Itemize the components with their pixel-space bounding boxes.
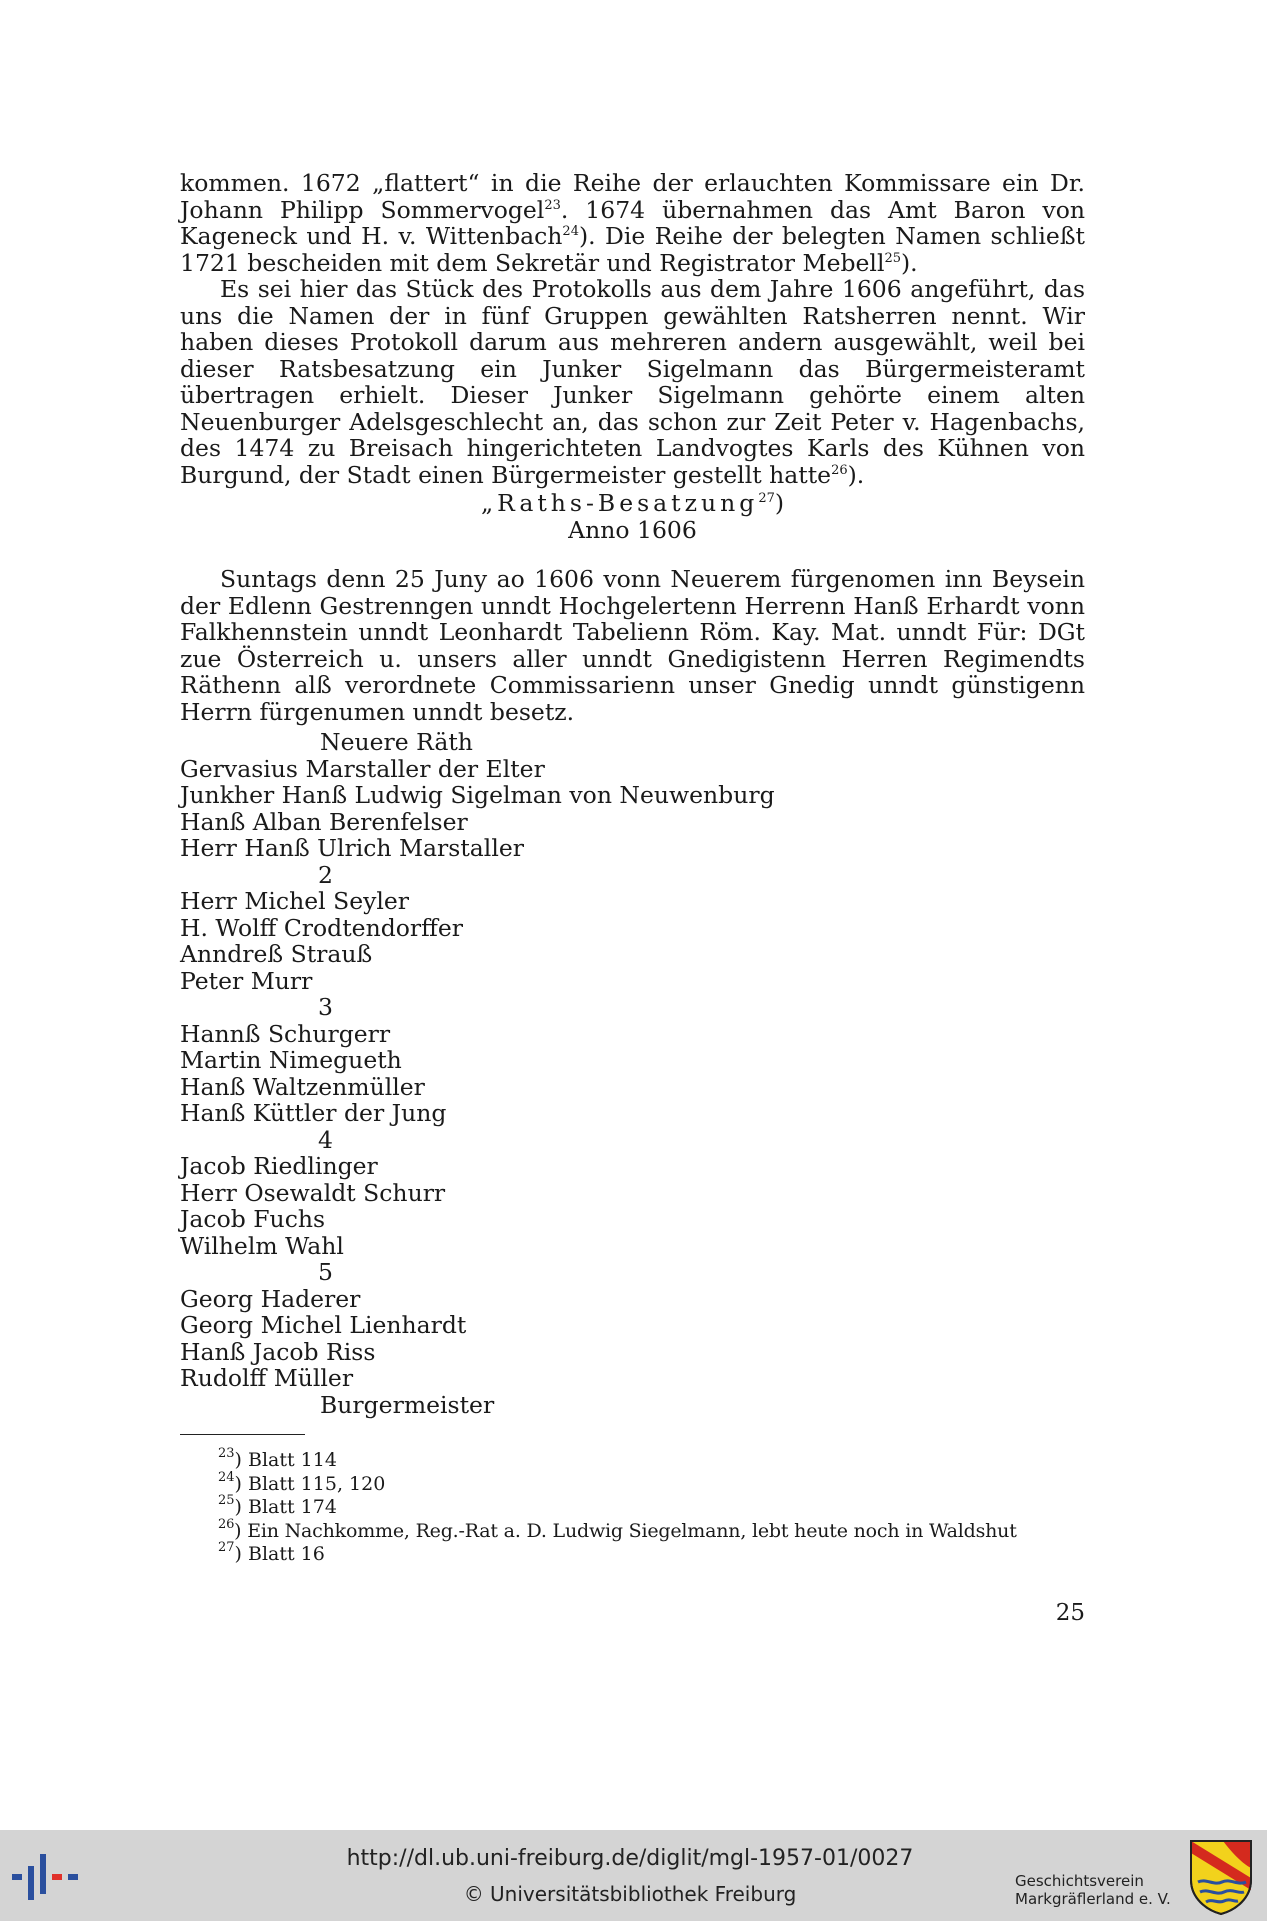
markgraeflerland-crest-icon[interactable] bbox=[1188, 1838, 1254, 1916]
list-item: Anndreß Strauß bbox=[180, 940, 373, 968]
list-item: Herr Hanß Ulrich Marstaller bbox=[180, 834, 524, 862]
list-item: Herr Michel Seyler bbox=[180, 887, 410, 915]
footnotes bbox=[180, 1446, 1085, 1567]
list-item: Hanß Jacob Riss bbox=[180, 1337, 376, 1366]
list-item: Hanß Waltzenmüller bbox=[180, 1072, 425, 1101]
footnote-25: $^{25}$) Blatt 174 bbox=[218, 1493, 337, 1518]
list-item: Herr Osewaldt Schurr bbox=[180, 1178, 446, 1207]
list-item: Rudolff Müller bbox=[180, 1364, 354, 1392]
footnote-divider bbox=[180, 1434, 305, 1435]
society-name: Geschichtsverein Markgräflerland e. V. bbox=[1015, 1872, 1171, 1908]
list-item: Martin Nimegueth bbox=[180, 1046, 402, 1074]
footnote-ref-26[interactable]: 26 bbox=[831, 462, 848, 478]
list-item: Peter Murr bbox=[180, 966, 313, 995]
list-item: Hanß Alban Berenfelser bbox=[180, 807, 468, 836]
list-item: Junkher Hanß Ludwig Sigelman von Neuwenburg bbox=[180, 781, 775, 809]
group-number: 5 bbox=[318, 1258, 333, 1286]
list-item: Gervasius Marstaller der Elter bbox=[180, 754, 545, 783]
list-item: Hanß Küttler der Jung bbox=[180, 1099, 447, 1127]
closing-title: Burgermeister bbox=[320, 1390, 495, 1419]
group-number: 2 bbox=[318, 860, 333, 889]
footnote-23: $^{23}$) Blatt 114 bbox=[218, 1446, 337, 1471]
list-item: Georg Haderer bbox=[180, 1284, 361, 1313]
list-item: Jacob Riedlinger bbox=[180, 1152, 378, 1180]
list-item: Wilhelm Wahl bbox=[180, 1231, 344, 1260]
footnote-ref-24[interactable]: 24 bbox=[562, 224, 579, 239]
list-item: H. Wolff Crodtendorffer bbox=[180, 913, 463, 942]
group-number: 3 bbox=[318, 993, 333, 1021]
permalink-url[interactable]: http://dl.ub.uni-freiburg.de/diglit/mgl-1957-01/0027 bbox=[346, 1846, 914, 1871]
section-heading: „Raths-Besatzung$^{27}$) bbox=[480, 489, 785, 517]
footnote-ref-25[interactable]: 25 bbox=[884, 250, 902, 266]
viewer-footer bbox=[0, 1830, 1267, 1921]
footnote-ref-27[interactable]: 27 bbox=[758, 491, 775, 506]
list-item: Hannß Schurgerr bbox=[180, 1019, 391, 1048]
group-number: 4 bbox=[318, 1125, 333, 1154]
paragraph-3: Suntags denn 25 Juny ao 1606 vonn Neuerem fürgenomen inn Beysein der Edlenn Gestrenngen unndt Hochgelertenn Herrenn Hanß Erhardt vonn Falkhennstein unndt Leonhardt Tabelienn Röm. Kay. Mat. unndt Für: DGt zue Österreich u. unsers aller unndt Gnedigistenn Herren Regimendts Räthenn alß verordnete Commissarienn unser Gnedig unndt günstigenn Herrn fürgenumen unndt besetz. bbox=[180, 565, 1085, 726]
footnote-27: $^{27}$) Blatt 16 bbox=[218, 1540, 325, 1565]
copyright-notice: © Universitätsbibliothek Freiburg bbox=[463, 1882, 797, 1906]
footnote-ref-23[interactable]: 23 bbox=[544, 197, 561, 213]
list-item: Jacob Fuchs bbox=[180, 1205, 326, 1233]
council-list bbox=[180, 729, 1085, 1418]
council-subheading: Neuere Räth bbox=[320, 728, 473, 756]
text-block bbox=[180, 170, 1085, 1567]
section-year: Anno 1606 bbox=[568, 515, 697, 544]
paragraph-2: Es sei hier das Stück des Protokolls aus dem Jahre 1606 angeführt, das uns die Namen der in fünf Gruppen gewählten Ratsherren nennt. Wir haben dieses Protokoll darum aus mehreren andern ausgewählt, weil bei dieser Ratsbesatzung ein Junker Sigelmann das Bürgermeisteramt übertragen erhielt. Dieser Junker Sigelmann gehörte einem alten Neuenburger Adelsgeschlecht an, das schon zur Zeit Peter v. Hagenbachs, des 1474 zu Breisach hingerichteten Landvogtes Karls des Kühnen von Burgund, der Stadt einen Bürgermeister gestellt hatte$^{26}$). bbox=[180, 275, 1085, 489]
footnote-24: $^{24}$) Blatt 115, 120 bbox=[218, 1469, 386, 1495]
paragraph-1: kommen. 1672 „flattert“ in die Reihe der erlauchten Kommissare ein Dr. Johann Philipp Sommervogel$^{23}$. 1674 übernahmen das Amt Baron von Kageneck und H. v. Wittenbach$^{24}$). Die Reihe der belegten Namen schließt 1721 bescheiden mit dem Sekretär und Registrator Mebell$^{25}$). bbox=[180, 169, 1085, 277]
page-number: 25 bbox=[1055, 1600, 1085, 1626]
ub-freiburg-logo-icon[interactable] bbox=[8, 1852, 80, 1904]
list-item: Georg Michel Lienhardt bbox=[180, 1311, 467, 1339]
footnote-26: $^{26}$) Ein Nachkomme, Reg.-Rat a. D. Ludwig Siegelmann, lebt heute noch in Waldshut bbox=[218, 1516, 1017, 1542]
